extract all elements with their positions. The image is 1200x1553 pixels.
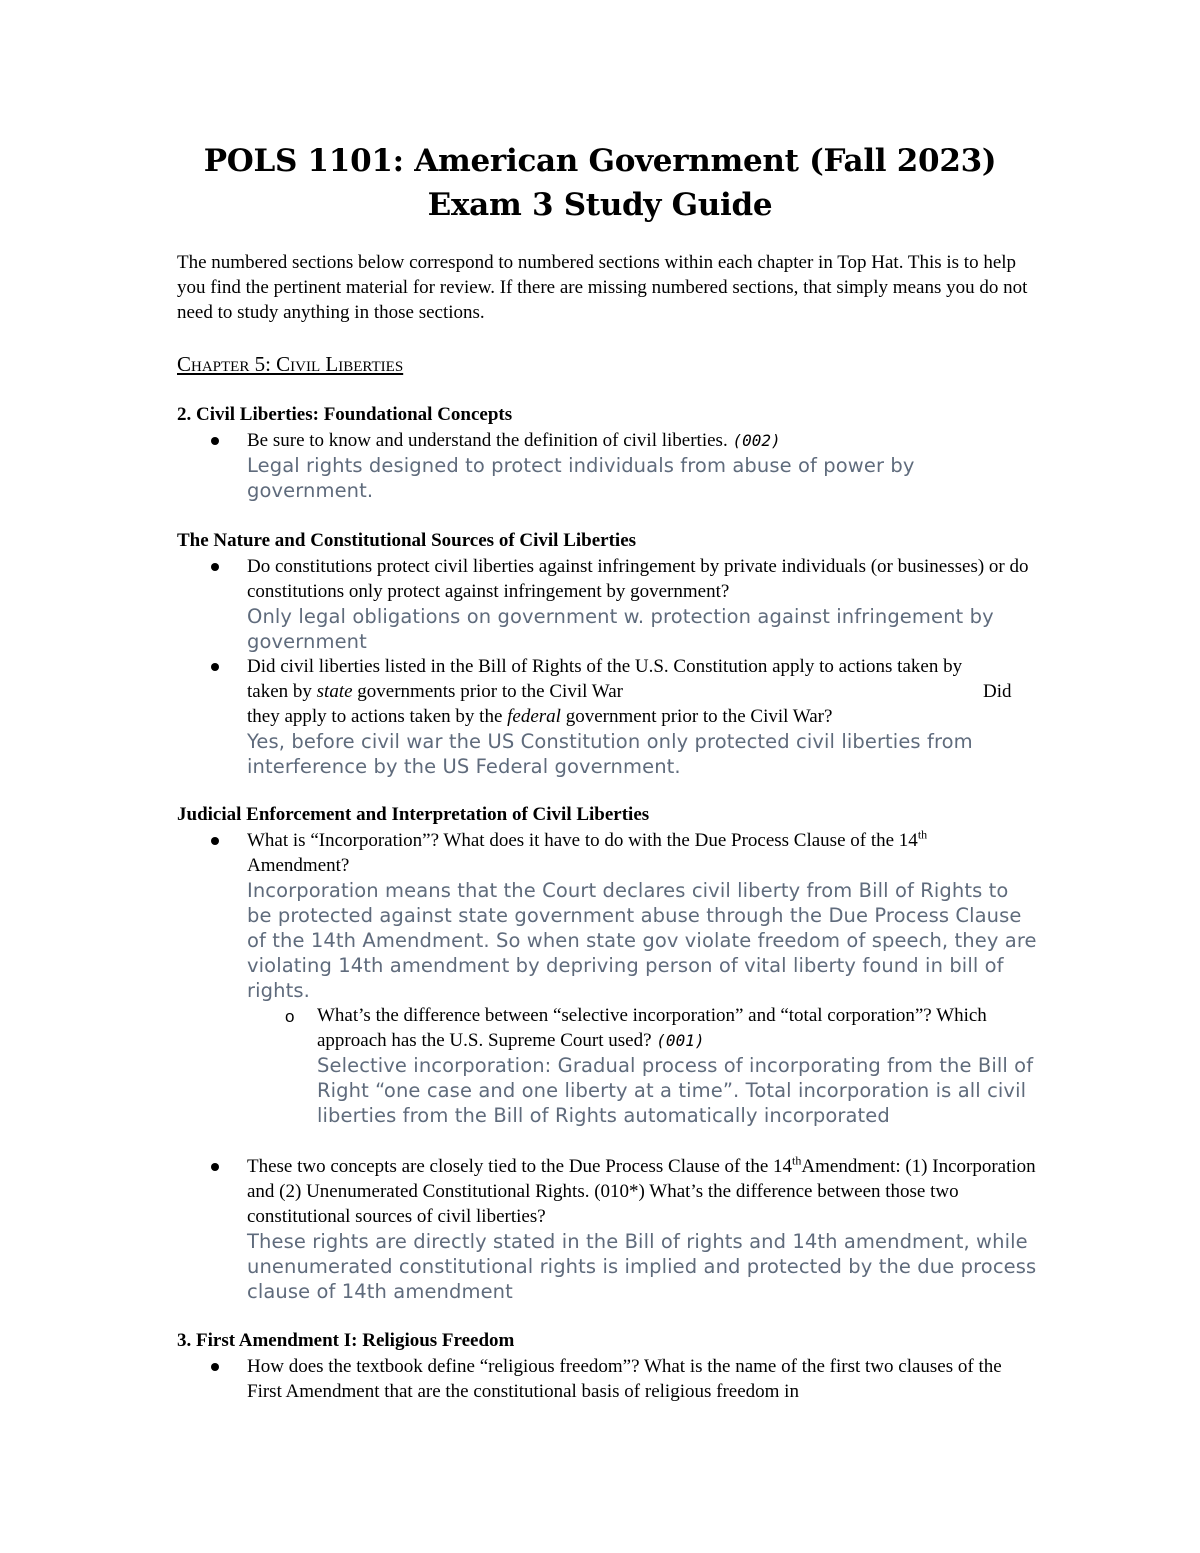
answer-text: Only legal obligations on government w. protection against infringement by government [247, 605, 994, 653]
list-item [247, 1154, 1037, 1304]
bullet-icon [211, 1163, 219, 1171]
answer-text: Selective incorporation: Gradual process of incorporating from the Bill of Right “one case and one liberty at a time”. Total incorporation is all civil liberties from the Bill of Rights automatically incorporated [317, 1054, 1034, 1127]
answer-text: Incorporation means that the Court declares civil liberty from Bill of Rights to be protected against state government abuse through the Due Process Clause of the 14th Amendment. So when state gov violate freedom of speech, they are violating 14th amendment by depriving person of vital liberty found in bill of rights. [247, 879, 1037, 1002]
answer-text: These rights are directly stated in the Bill of rights and 14th amendment, while unenumerated constitutional rights is implied and protected by the due process clause of 14th amendment [247, 1230, 1037, 1303]
question-text: taken by state governments prior to the Civil War Did [247, 681, 1012, 702]
list-item [247, 428, 1037, 503]
answer-text: Legal rights designed to protect individuals from abuse of power by government. [247, 454, 915, 502]
doc-title: POLS 1101: American Government (Fall 2023) [203, 143, 997, 179]
section-heading: 2. Civil Liberties: Foundational Concepts [177, 404, 513, 425]
question-text: These two concepts are closely tied to the Due Process Clause of the 14thAmendment: (1) Incorporation and (2) Unenumerated Constitutional Rights. (010*) What’s the difference between those two constitutional sources of civil liberties? [247, 1153, 1036, 1227]
bullet-icon [211, 563, 219, 571]
bullet-icon [211, 663, 219, 671]
chapter-heading: Chapter 5: Civil Liberties [177, 352, 404, 376]
question-text: What’s the difference between “selective incorporation” and “total corporation”? Which approach has the U.S. Supreme Court used? (001) [317, 1005, 987, 1051]
list-item-continued: taken by state governments prior to the Civil War Did they apply to actions taken by the federal government prior to the Civil War? Yes, before civil war the US Constitution only protected civil liberties from interference by the US Federal government. [247, 679, 1037, 779]
question-text: What is “Incorporation”? What does it have to do with the Due Process Clause of the 14th Amendment? [247, 827, 928, 876]
bullet-icon [211, 837, 219, 845]
bullet-icon [211, 1363, 219, 1371]
sub-bullet-icon: o [285, 1007, 295, 1026]
question-text: Did civil liberties listed in the Bill of Rights of the U.S. Constitution apply to actions taken by [247, 656, 963, 677]
question-text: Be sure to know and understand the definition of civil liberties. (002) [247, 430, 781, 451]
section-heading: The Nature and Constitutional Sources of Civil Liberties [177, 530, 637, 551]
answer-text: Yes, before civil war the US Constitution only protected civil liberties from interference by the US Federal government. [247, 730, 973, 778]
sub-list-item [317, 1003, 1037, 1128]
doc-subtitle: Exam 3 Study Guide [427, 187, 773, 223]
question-text: Do constitutions protect civil liberties against infringement by private individuals (or businesses) or do constitutions only protect against infringement by government? [247, 556, 1029, 602]
bullet-icon [211, 437, 219, 445]
section-heading: 3. First Amendment I: Religious Freedom [177, 1330, 515, 1351]
question-text: How does the textbook define “religious freedom”? What is the name of the first two clauses of the First Amendment that are the constitutional basis of religious freedom in [247, 1356, 1002, 1402]
list-item [247, 1354, 1037, 1404]
list-item [247, 828, 1037, 1003]
list-item [247, 554, 1037, 654]
section-heading: Judicial Enforcement and Interpretation of Civil Liberties [177, 804, 650, 825]
intro-paragraph: The numbered sections below correspond to numbered sections within each chapter in Top Hat. This is to help you find the pertinent material for review. If there are missing numbered sections, that simply means you do not need to study anything in those sections. [177, 252, 1028, 323]
